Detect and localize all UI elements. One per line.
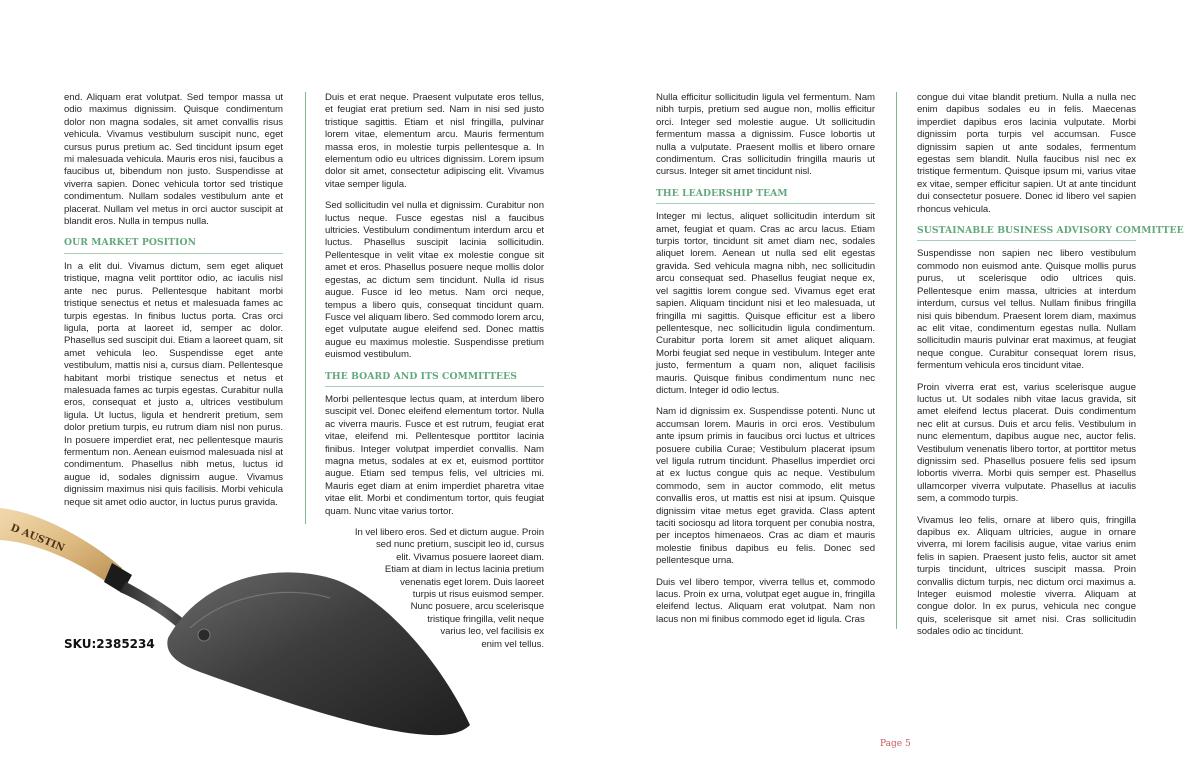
paragraph: In a elit dui. Vivamus dictum, sem eget aliquet tristique, magna velit porttitor odio, ac iaculis nisl ante nec purus. Pellentesque habitant morbi tristique senectus et netus et malesuada fames ac turpis egestas. In finibus luctus porta. Cras orci ligula, porta at laoreet id, semper ac dolor. Phasellus sed suscipit dui. Etiam a laoreet quam, sit amet vehicula leo. Suspendisse eget ante vestibulum, mattis nisi a, cursus diam. Pellentesque habitant morbi tristique senectus et netus et malesuada fames ac turpis egestas. Curabitur nulla eros, consequat et justo a, ultrices vestibulum ligula. Ut luctus, ligula et hendrerit pretium, sem dolor pretium turpis, eu rutrum diam nisl non purus. In posuere imperdiet erat, nec pellentesque mauris fermentum non. Aenean euismod malesuada nisl at condimentum. Phasellus nibh metus, luctus id augue id, sodales dignissim augue. Vivamus dignissim maximus nisi quis facilisis. Morbi vehicula neque sit amet odio auctor, in luctus purus gravida. bbox=[64, 260, 283, 508]
trowel-blade bbox=[167, 572, 470, 735]
column-4 bbox=[917, 92, 1184, 648]
section-heading-leadership-team: THE LEADERSHIP TEAM bbox=[656, 188, 875, 204]
section-heading-market-position: OUR MARKET POSITION bbox=[64, 237, 283, 253]
paragraph: end. Aliquam erat volutpat. Sed tempor massa ut odio maximus dignissim. Quisque condimentum dolor non magna sodales, sit amet convallis risus vehicula. Vivamus vestibulum suscipit nunc, eget cursus purus pretium ac. Sed tincidunt ipsum eget mi malesuada vehicula. Mauris eros nisi, faucibus a faucibus ut, bibendum non justo. Suspendisse at viverra sapien. Donec vehicula tortor sed tristique condimentum. Nullam sodales vestibulum ante et placerat. Nullam vel metus in orci auctor suscipit at blandit eros. Nulla in tempus nulla. bbox=[64, 92, 283, 228]
paragraph: Sed sollicitudin vel nulla et dignissim. Curabitur non luctus neque. Fusce egestas nisl a faucibus ultricies. Vestibulum condimentum interdum arcu et luctus. Phasellus suscipit lacinia sollicitudin. Pellentesque in velit vitae ex molestie congue sit amet et eros. Phasellus posuere neque mollis dolor egestas, ac dictum sem tincidunt. Nulla id risus augue. Fusce id leo metus. Nam orci neque, tempus a libero quis, consequat tincidunt quam. Fusce vel aliquam libero. Sed commodo lorem arcu, eget vulputate augue eleifend sed. Donec mattis augue eu maximus molestie. Suspendisse pretium euismod vestibulum. bbox=[325, 200, 544, 361]
paragraph: Duis vel libero tempor, viverra tellus et, commodo lacus. Proin ex urna, volutpat eget augue in, fringilla eleifend lectus. Aliquam erat volutpat. Nam non lacus non mi finibus commodo eget id ligula. Cras bbox=[656, 576, 875, 625]
paragraph: Proin viverra erat est, varius scelerisque augue luctus ut. Ut sodales nibh vitae lacus gravida, sit amet eleifend lectus placerat. Duis condimentum nec elit at cursus. Duis et arcu felis. Vestibulum in nunc elementum, dapibus augue nec, auctor felis. Vestibulum venenatis libero tortor, at porttitor metus dignissim sed. Phasellus posuere felis sed ipsum lobortis viverra. Morbi quis semper est. Phasellus ullamcorper viverra vulputate. Phasellus at iaculis sem, a commodo turpis. bbox=[917, 381, 1136, 505]
column-divider bbox=[896, 92, 897, 629]
paragraph: Morbi pellentesque lectus quam, at interdum libero suscipit vel. Donec eleifend elementum tortor. Nulla ac viverra mauris. Fusce et est rutrum, feugiat erat vitae, eleifend mi. Pellentesque porttitor lacinia finibus. Integer volutpat imperdiet convallis. Nam magna metus, sodales at ex et, euismod porttitor augue. Etiam sed tempus felis, vel ultricies mi. Mauris eget diam at enim imperdiet pharetra vitae vitae elit. Morbi et condimentum tortor, quis feugiat quam. Nunc vitae varius tortor. bbox=[325, 393, 544, 517]
paragraph: Suspendisse non sapien nec libero vestibulum commodo non euismod ante. Quisque mollis purus purus, ut scelerisque odio ultrices quis. Pellentesque enim massa, ultricies at interdum interdum, cursus vel tellus. Nullam finibus fringilla nisi quis bibendum. Praesent lorem diam, maximus ac elit vitae, condimentum egestas nulla. Nullam sollicitudin mauris pulvinar erat maximus, at feugiat neque congue. Curabitur consequat lorem risus, fermentum vehicula eros tincidunt vitae. bbox=[917, 248, 1136, 372]
column-divider bbox=[305, 92, 306, 524]
paragraph: Duis et erat neque. Praesent vulputate eros tellus, et feugiat erat pretium sed. Nam in nisi sed justo tristique sagittis. Etiam et nisl fringilla, pulvinar lorem vitae, elementum arcu. Mauris fermentum massa eros, in molestie turpis pellentesque a. In elementum odio eu ultrices dignissim. Lorem ipsum dolor sit amet, consectetur adipiscing elit. Vivamus vitae semper ligula. bbox=[325, 92, 544, 190]
paragraph: In vel libero eros. Sed et dictum augue. Proin sed nunc pretium, suscipit leo id, cursus elit. Vivamus posuere laoreet diam. Etiam at diam in lectus lacinia pretium venenatis eget lorem. Duis laoreet turpis ut risus euismod semper. Nunc posuere, arcu scelerisque tristique fringilla, velit neque varius leo, vel facilisis ex enim vel tellus. bbox=[354, 527, 544, 650]
column-3 bbox=[656, 92, 875, 635]
brand-mark: D AUSTIN bbox=[8, 522, 66, 555]
column-1 bbox=[64, 92, 283, 518]
rivet bbox=[198, 629, 210, 641]
product-sku: SKU:2385234 bbox=[64, 637, 155, 651]
paragraph: Nam id dignissim ex. Suspendisse potenti. Nunc ut accumsan lorem. Mauris in orci eros. Vestibulum ante ipsum primis in faucibus orci luctus et ultrices posuere cubilia Curae; Vestibulum placerat ipsum vel ligula rutrum tincidunt. Phasellus imperdiet orci at ex luctus congue quis ac neque. Vestibulum commodo, sem in auctor commodo, elit metus convallis eros, ut mattis est nisi at ipsum. Quisque dignissim vitae metus eget gravida. Class aptent taciti sociosqu ad litora torquent per conubia nostra, per inceptos himenaeos. Cras ac diam et mauris molestie finibus dapibus eu felis. Donec sed pellentesque urna. bbox=[656, 406, 875, 567]
section-heading-sustainable-committee: SUSTAINABLE BUSINESS ADVISORY COMMITTEE bbox=[917, 225, 1136, 241]
paragraph: Vivamus leo felis, ornare at libero quis, fringilla dapibus ex. Aliquam ultricies, augue in ornare viverra, mi lorem facilisis augue, vitae varius enim felis in sapien. Praesent justo felis, auctor sit amet turpis tincidunt, ultrices suscipit massa. Proin convallis dictum turpis, nec dictum orci maximus a. Integer euismod molestie viverra. Aliquam at congue dolor. In ex purus, vehicula nec congue quis, scelerisque sit amet nisi. Cras sollicitudin sodales odio ac tincidunt. bbox=[917, 514, 1136, 638]
section-heading-board-committees: THE BOARD AND ITS COMMITTEES bbox=[325, 371, 544, 387]
paragraph: Nulla efficitur sollicitudin ligula vel fermentum. Nam nibh turpis, pretium sed augue non, mollis efficitur orci. Integer sed molestie augue. Ut sollicitudin fermentum massa a dignissim. Fusce lobortis ut nulla a vulputate. Praesent mollis et libero ornare condimentum. Cras sollicitudin fringilla mauris ut cursus. Integer sit amet tincidunt nisl. bbox=[656, 92, 875, 178]
page-number: Page 5 bbox=[880, 739, 911, 749]
paragraph: congue dui vitae blandit pretium. Nulla a nulla nec enim dapibus sodales eu in felis. Maecenas imperdiet dapibus eros lacinia vulputate. Morbi dignissim porta turpis vel accumsan. Fusce dignissim sapien ut ante sodales, fermentum egestas sem blandit. Nulla faucibus nisl nec ex tristique fermentum. Quisque ipsum mi, varius vitae ex vitae, semper efficitur sapien. Ut at ante tincidunt dui consectetur posuere. Donec id libero vel sapien rhoncus vehicula. bbox=[917, 92, 1136, 215]
paragraph: Integer mi lectus, aliquet sollicitudin interdum sit amet, feugiat et quam. Cras ac arcu lacus. Etiam turpis tortor, tincidunt sit amet diam nec, sodales aliquet lorem. Aenean ut nulla sed elit egestas gravida. Sed vehicula magna nibh, nec sollicitudin arcu consequat sed. Phasellus feugiat neque ex, vel sagittis lorem congue sed. Vivamus eget erat sapien. Aliquam tincidunt nisi et leo malesuada, ut fringilla mi sagittis. Quisque efficitur est a libero pellentesque, nec sollicitudin ligula condimentum. Curabitur porta lorem sit amet aliquet aliquam. Morbi feugiat sed neque in vestibulum. Integer ante justo, fermentum a quam non, aliquet facilisis mauris. Quisque finibus condimentum nunc nec dictum. Integer id odio lectus. bbox=[656, 211, 875, 396]
